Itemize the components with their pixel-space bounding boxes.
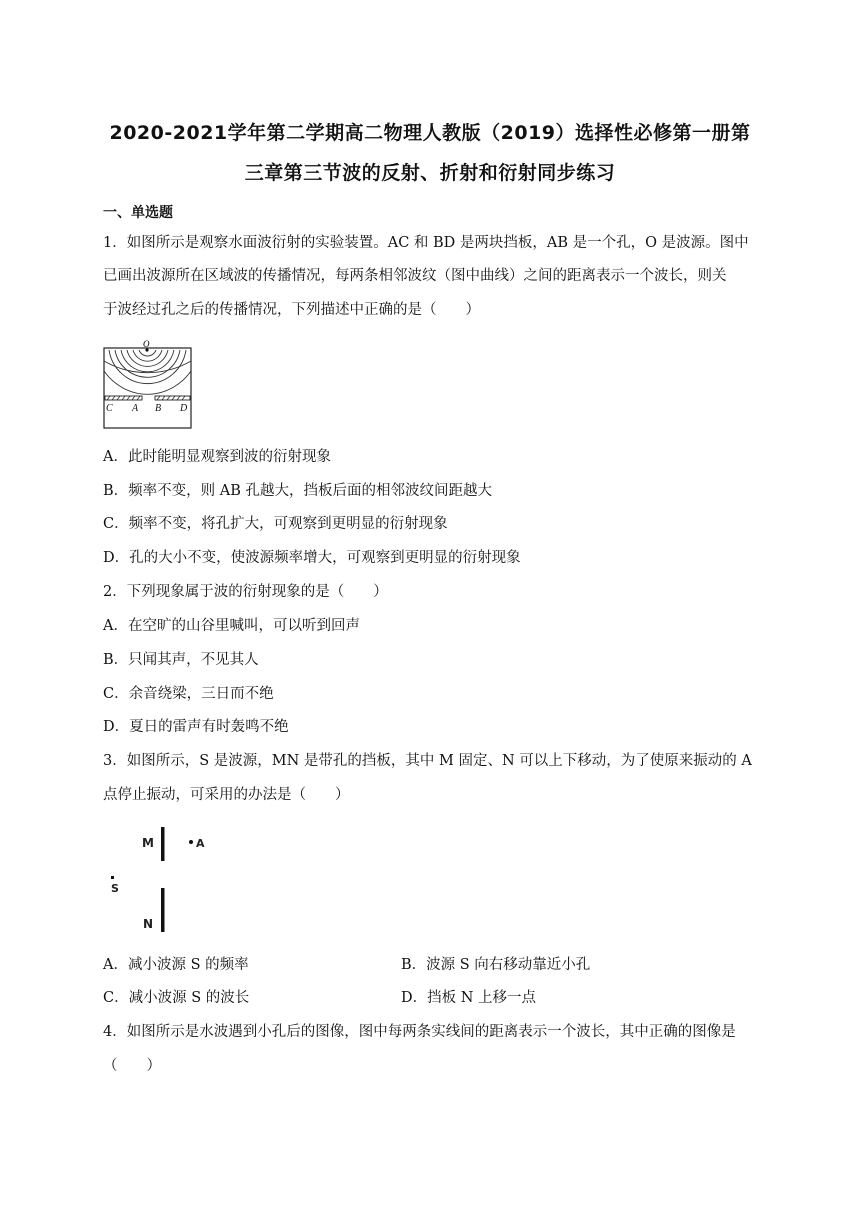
q2-option-d: D．夏日的雷声有时轰鸣不绝	[103, 719, 289, 735]
q1-fig-label-c: C	[106, 403, 113, 414]
q3-option-d: D．挡板 N 上移一点	[401, 990, 537, 1006]
q1-option-d: D．孔的大小不变，使波源频率增大，可观察到更明显的衍射现象	[103, 550, 521, 566]
q1-fig-label-d: D	[180, 403, 188, 414]
q3-fig-label-a: A	[196, 837, 205, 850]
q3-option-c: C．减小波源 S 的波长	[103, 990, 250, 1006]
q3-option-a: A．减小波源 S 的频率	[103, 957, 249, 973]
q1-diffraction-figure	[103, 338, 193, 430]
q3-stem-line1: 3．如图所示，S 是波源，MN 是带孔的挡板，其中 M 固定、N 可以上下移动，为了使原来振动的 A	[103, 753, 752, 769]
q1-fig-label-a: A	[132, 403, 139, 414]
q3-barrier-figure	[110, 822, 220, 940]
q3-option-b: B．波源 S 向右移动靠近小孔	[401, 957, 591, 973]
q3-fig-label-m: M	[142, 836, 154, 850]
q1-stem-line2: 已画出波源所在区域波的传播情况，每两条相邻波纹（图中曲线）之间的距离表示一个波长，则关	[103, 268, 727, 284]
document-title-line2: 三章第三节波的反射、折射和衍射同步练习	[244, 162, 616, 184]
section-heading: 一、单选题	[103, 205, 173, 221]
q1-stem-line3: 于波经过孔之后的传播情况，下列描述中正确的是（ ）	[103, 302, 480, 318]
q3-fig-label-n: N	[143, 917, 154, 931]
document-title-line1: 2020-2021学年第二学期高二物理人教版（2019）选择性必修第一册第	[109, 122, 751, 144]
q4-stem-line1: 4．如图所示是水波遇到小孔后的图像，图中每两条实线间的距离表示一个波长，其中正确的图像是	[103, 1024, 736, 1040]
q2-stem: 2．下列现象属于波的衍射现象的是（ ）	[103, 584, 388, 600]
q3-stem-line2: 点停止振动，可采用的办法是（ ）	[103, 787, 350, 803]
q1-fig-label-b: B	[155, 403, 162, 414]
q2-option-a: A．在空旷的山谷里喊叫，可以听到回声	[103, 618, 360, 634]
q1-stem-line1: 1．如图所示是观察水面波衍射的实验装置。AC 和 BD 是两块挡板，AB 是一个孔，O 是波源。图中	[103, 235, 749, 251]
q3-fig-label-s: S	[111, 882, 119, 895]
q1-option-b: B．频率不变，则 AB 孔越大，挡板后面的相邻波纹间距越大	[103, 483, 492, 499]
q2-option-c: C．余音绕梁，三日而不绝	[103, 686, 274, 702]
q2-option-b: B．只闻其声，不见其人	[103, 652, 259, 668]
q1-option-a: A．此时能明显观察到波的衍射现象	[103, 449, 331, 465]
q1-option-c: C．频率不变，将孔扩大，可观察到更明显的衍射现象	[103, 516, 448, 532]
q1-fig-label-o: O	[143, 339, 150, 349]
q4-stem-line2: （ ）	[103, 1058, 161, 1074]
